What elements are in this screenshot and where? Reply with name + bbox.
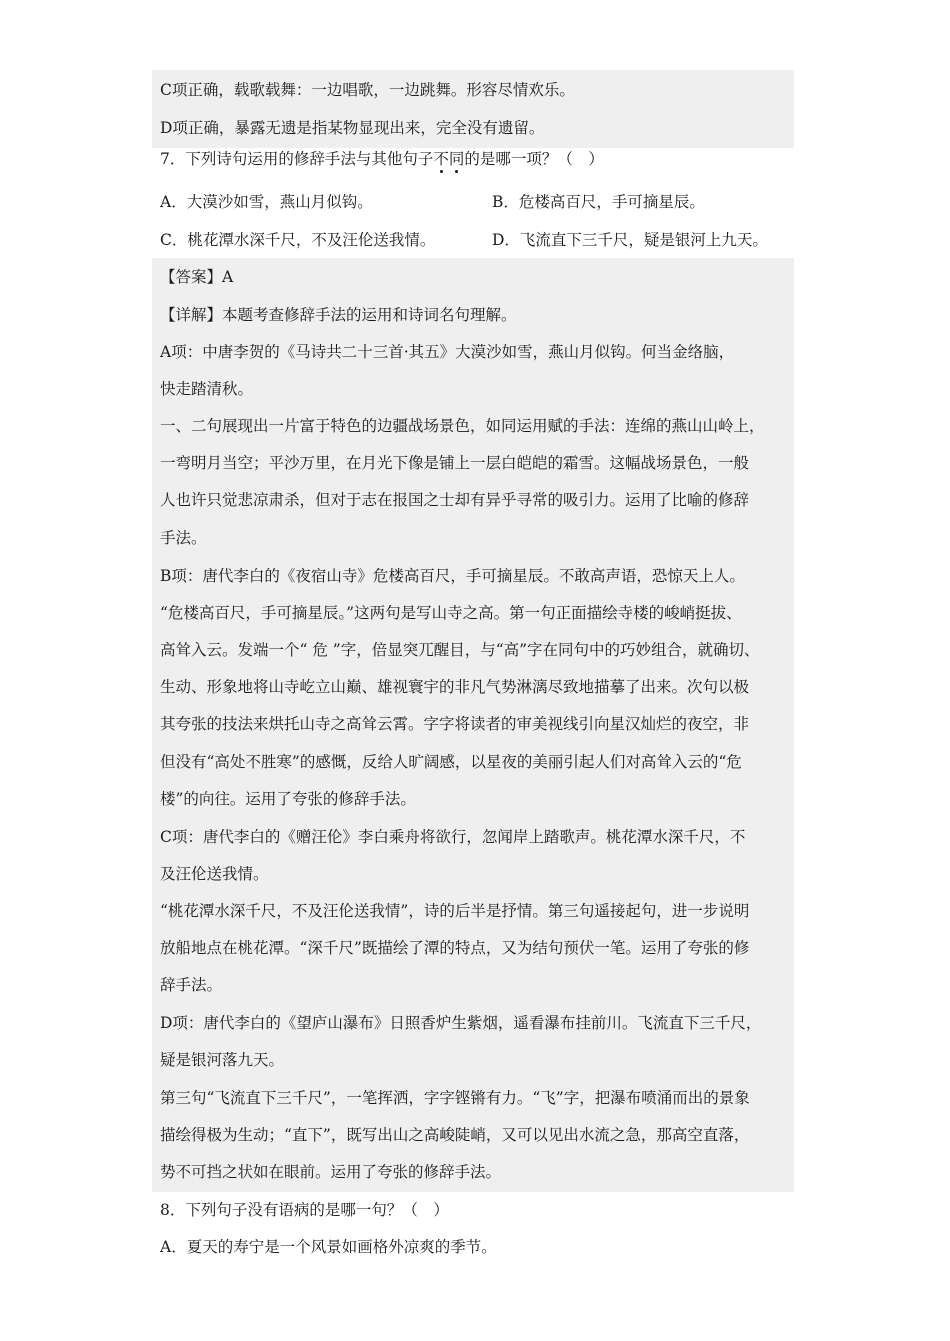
- explanation-line: 快走踏清秋。: [160, 380, 254, 398]
- explanation-line: 但没有“高处不胜寒”的感慨，反给人旷阔感，以星夜的美丽引起人们对高耸入云的“危: [160, 753, 742, 771]
- prev-explanation-c: C项正确，载歌载舞：一边唱歌，一边跳舞。形容尽情欢乐。: [160, 81, 575, 99]
- emphasis-dot-char-1: 不: [433, 150, 449, 168]
- question-7-stem-before: 7．下列诗句运用的修辞手法与其他句子: [160, 150, 434, 168]
- explanation-line: 及汪伦送我情。: [160, 865, 269, 883]
- explanation-line: 其夸张的技法来烘托山寺之高耸云霄。字字将读者的审美视线引向星汉灿烂的夜空，非: [160, 715, 750, 733]
- question-7-stem-after: 的是哪一项？（ ）: [464, 150, 604, 168]
- explanation-line: 一、二句展现出一片富于特色的边疆战场景色，如同运用赋的手法：连绵的燕山山岭上，: [160, 417, 765, 435]
- question-7-option-d: D．飞流直下三千尺，疑是银河上九天。: [492, 231, 768, 249]
- explanation-line: A项：中唐李贺的《马诗共二十三首·其五》大漠沙如雪，燕山月似钩。何当金络脑，: [160, 343, 735, 361]
- emphasis-dot-char-2: 同: [448, 150, 465, 168]
- explanation-line: 辞手法。: [160, 976, 223, 994]
- answer-label: 【答案】A: [160, 268, 234, 286]
- explanation-line: 手法。: [160, 529, 207, 547]
- question-7-stem: [160, 148, 604, 170]
- explanation-line: 高耸入云。发端一个“ 危 ”字，倍显突兀醒目，与“高”字在同句中的巧妙组合，就确切、: [160, 641, 760, 659]
- explanation-line: D项：唐代李白的《望庐山瀑布》日照香炉生紫烟，遥看瀑布挂前川。飞流直下三千尺，: [160, 1014, 762, 1032]
- explanation-line: B项：唐代李白的《夜宿山寺》危楼高百尺，手可摘星辰。不敢高声语，恐惊天上人。: [160, 567, 745, 585]
- explanation-line: 疑是银河落九天。: [160, 1051, 285, 1069]
- explanation-line: 势不可挡之状如在眼前。运用了夸张的修辞手法。: [160, 1163, 502, 1181]
- question-7-option-c: C．桃花潭水深千尺，不及汪伦送我情。: [160, 231, 436, 249]
- explanation-line: “危楼高百尺，手可摘星辰。”这两句是写山寺之高。第一句正面描绘寺楼的峻峭挺拔、: [160, 604, 742, 622]
- question-7-option-a: A．大漠沙如雪，燕山月似钩。: [160, 193, 373, 211]
- explanation-line: “桃花潭水深千尺，不及汪伦送我情”，诗的后半是抒情。第三句遥接起句，进一步说明: [160, 902, 750, 920]
- explanation-line: 人也许只觉悲凉肃杀，但对于志在报国之士却有异乎寻常的吸引力。运用了比喻的修辞: [160, 491, 750, 509]
- question-7-option-b: B．危楼高百尺，手可摘星辰。: [492, 193, 705, 211]
- explanation-line: 生动、形象地将山寺屹立山巅、雄视寰宇的非凡气势淋漓尽致地描摹了出来。次句以极: [160, 678, 750, 696]
- question-8-option-a: A．夏天的寿宁是一个风景如画格外凉爽的季节。: [160, 1238, 497, 1256]
- explanation-line: C项：唐代李白的《赠汪伦》李白乘舟将欲行，忽闻岸上踏歌声。桃花潭水深千尺，不: [160, 828, 746, 846]
- explanation-line: 一弯明月当空；平沙万里，在月光下像是铺上一层白皑皑的霜雪。这幅战场景色，一般: [160, 454, 750, 472]
- explanation-line: 第三句“飞流直下三千尺”，一笔挥洒，字字铿锵有力。“飞”字，把瀑布喷涌而出的景象: [160, 1089, 750, 1107]
- explanation-line: 楼”的向往。运用了夸张的修辞手法。: [160, 790, 416, 808]
- explanation-line: 放船地点在桃花潭。“深千尺”既描绘了潭的特点，又为结句预伏一笔。运用了夸张的修: [160, 939, 750, 957]
- prev-explanation-d: D项正确，暴露无遗是指某物显现出来，完全没有遗留。: [160, 119, 545, 137]
- question-8-stem: 8．下列句子没有语病的是哪一句？（ ）: [160, 1201, 449, 1219]
- explanation-line: 【详解】本题考查修辞手法的运用和诗词名句理解。: [160, 306, 517, 324]
- explanation-line: 描绘得极为生动；“直下”，既写出山之高峻陡峭，又可以见出水流之急，那高空直落，: [160, 1126, 750, 1144]
